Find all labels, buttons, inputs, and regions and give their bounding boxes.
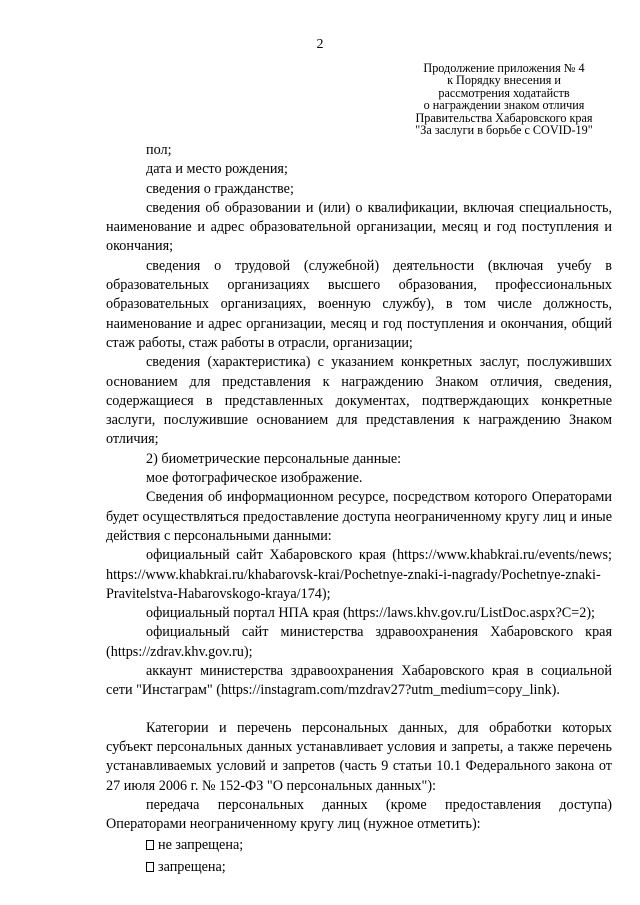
paragraph: пол; [146,142,172,158]
paragraph: передача персональных данных (кроме предоставления доступа) Операторами неограниченному кругу лиц (нужное отметить): [106,796,612,833]
header-line: "За заслуги в борьбе с COVID-19" [415,123,593,138]
checkbox-icon[interactable] [146,862,154,872]
paragraph: Сведения об информационном ресурсе, посредством которого Операторами будет осуществляться предоставление доступа неограниченному кругу лиц и иные действия с персональными данными: [106,489,612,544]
paragraph: сведения о гражданстве; [146,180,294,197]
paragraph: дата и место рождения; [146,161,288,178]
checkbox-label: не запрещена; [158,837,244,854]
checkbox-option-not-prohibited[interactable] [106,834,612,856]
paragraph: 2) биометрические персональные данные: [146,450,402,467]
paragraph: сведения о трудовой (служебной) деятельности (включая учебу в образовательных организациях высшего образования, профессиональных образовательных организациях, военную службу), в том числе должность, наименование и адрес организации, месяц и год поступления и окончания, общий стаж работы, стаж работы в отрасли, организации; [106,257,612,351]
checkbox-icon[interactable] [146,840,154,850]
document-body [106,141,612,878]
paragraph-gap [106,701,612,719]
checkbox-label: запрещена; [158,859,226,876]
appendix-header [398,62,610,136]
header-line: к Порядку внесения и [447,73,561,88]
paragraph: сведения об образовании и (или) о квалификации, включая специальность, наименование и адрес образовательной организации, месяц и год поступления и окончания; [106,199,612,255]
header-line: Продолжение приложения № 4 [423,61,585,75]
paragraph: официальный сайт министерства здравоохранения Хабаровского края (https://zdrav.khv.gov.ru); [106,624,612,660]
paragraph: официальный портал НПА края (https://laws.khv.gov.ru/ListDoc.aspx?C=2); [146,605,596,622]
header-line: Правительства Хабаровского края [415,110,593,125]
paragraph: аккаунт министерства здравоохранения Хабаровского края в социальной сети "Инстаграм" (https://instagram.com/mzdrav27?utm_medium=copy_link). [106,663,612,699]
paragraph: сведения (характеристика) с указанием конкретных заслуг, послуживших основанием для представления к награждению Знаком отличия, сведения, содержащиеся в представленных документах, подтверждающих конкретные заслуги, послужившие основанием для представления к награждению Знаком отличия; [106,354,612,448]
page-number: 2 [316,37,324,52]
header-line: о награждении знаком отличия [423,98,585,113]
checkbox-option-prohibited[interactable] [106,856,612,878]
paragraph: официальный сайт Хабаровского края (https://www.khabkrai.ru/events/news; https://www.khabkrai.ru/khabarovsk-krai/Pochetnye-znaki-i-nagrady/Pochetnye-znaki-Pravitelstva-Habarovskogo-kraya/174); [106,547,612,602]
header-line: рассмотрения ходатайств [438,85,570,100]
paragraph: мое фотографическое изображение. [146,470,363,487]
paragraph: Категории и перечень персональных данных, для обработки которых субъект персональных данных устанавливает условия и запреты, а также перечень устанавливаемых условий и запретов (часть 9 статьи 10.1 Федерального закона от 27 июля 2006 г. № 152-ФЗ "О персональных данных"): [106,719,612,794]
